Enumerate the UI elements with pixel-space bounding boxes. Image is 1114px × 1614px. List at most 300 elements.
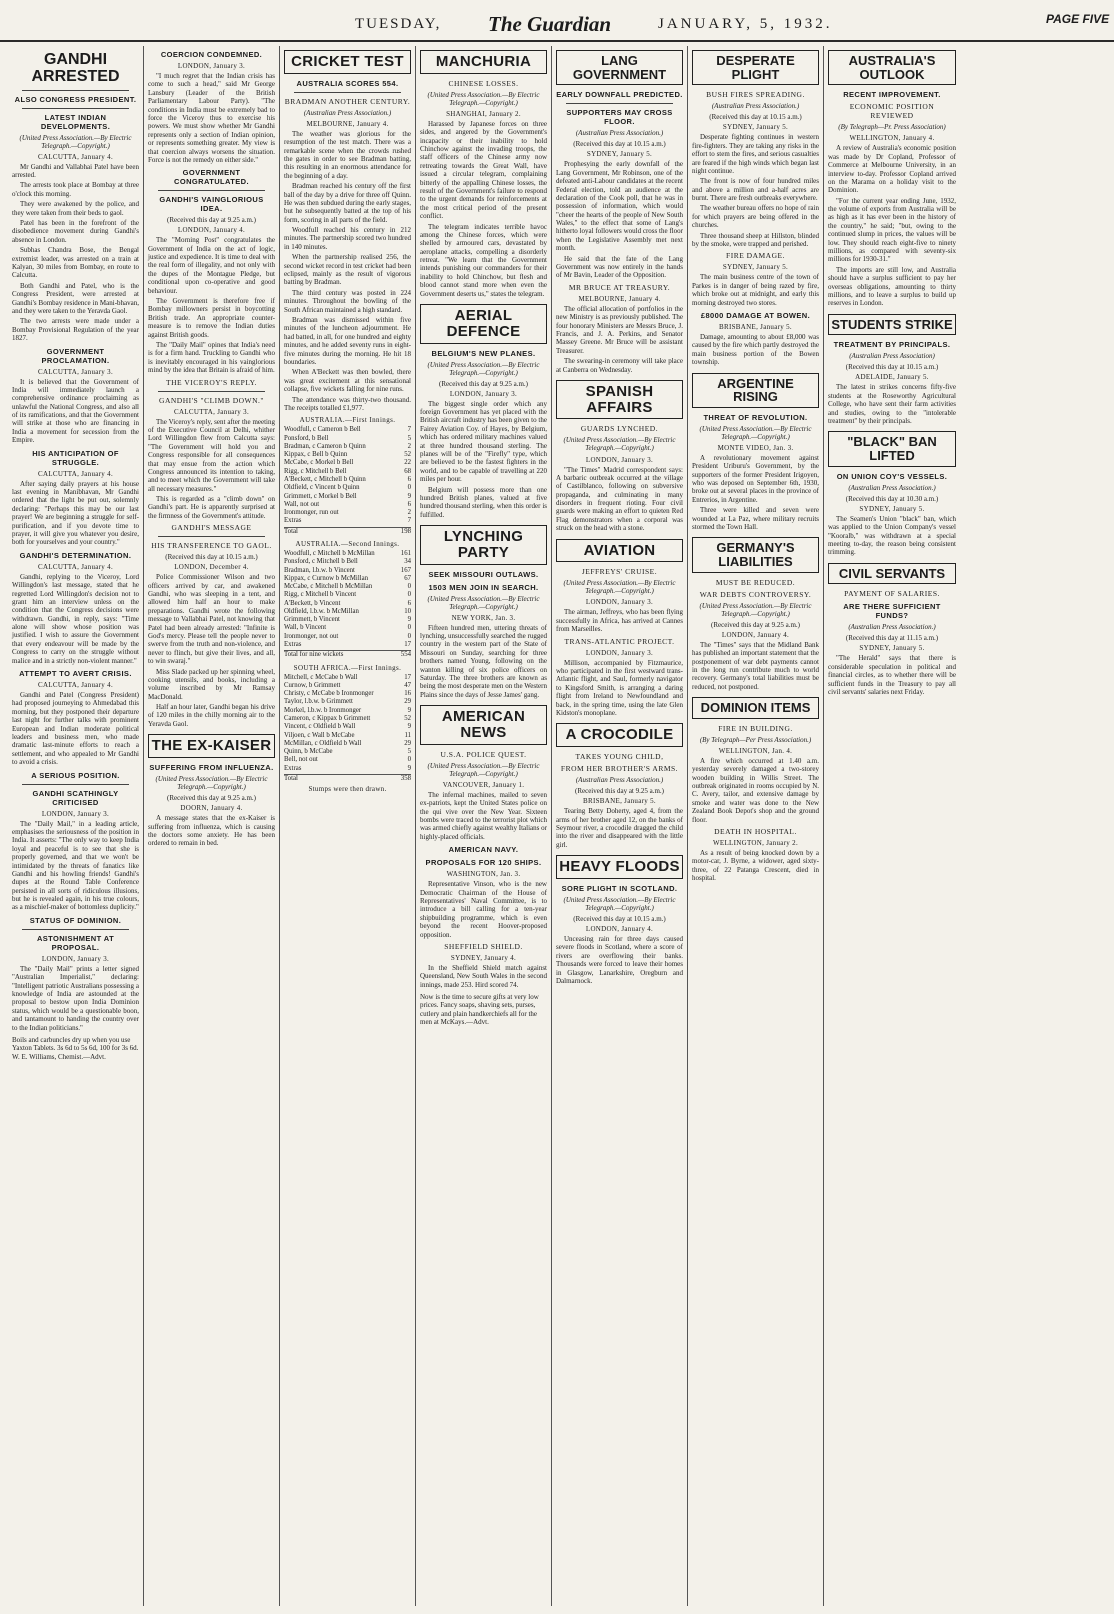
scorecard-row	[284, 616, 411, 624]
batsman-name: Extras	[284, 764, 302, 772]
paragraph: "The Times" Madrid correspondent says: A barbaric outbreak occurred at the village of Castilblanco, following on subversive propaganda, and culminating in many disorders in frequent rioting. Four civil guards were making an effort to quieten Red Flag demonstrators when a corporal was struck on the head with a stone.	[556, 465, 683, 533]
section-heading: ASTONISHMENT AT PROPOSAL.	[36, 933, 115, 952]
batsman-name: Morkel, l.b.w. b Ironmonger	[284, 706, 362, 714]
dateline: SYDNEY, January 4.	[450, 953, 517, 962]
paragraph: Millison, accompanied by Fitzmaurice, who participated in the first westward trans-Atlantic flight, and Saul, formerly navigator to Kingsford Smith, is arranging a daring flight from Ireland to Newfoundland and back, in the spring time, using the late Glen Kidston's monoplane.	[556, 658, 683, 717]
subheadline: MUST BE REDUCED.	[715, 577, 796, 587]
column-1	[8, 46, 144, 1606]
paragraph: The "Daily Mail" prints a letter signed "Australian Imperialist," declaring: "Intelligent patriotic Australians possessing a knowledge of India are astounded at the proposal to bestow upon India Dominion status, which would be a questionable boon, and tantamount to handing the country over to the Indian politicians."	[12, 964, 139, 1032]
paragraph: The Viceroy's reply, sent after the meeting of the Executive Council at Delhi, whither Lord Willingdon flew from Calcutta says: "The Government will hold you and Congress responsible for all consequences that may ensue from the action which Congress announced its intention to taking, and to meet which the Government will take all necessary measures."	[148, 417, 275, 493]
dateline: BRISBANE, January 5.	[719, 322, 792, 331]
paragraph: Harassed by Japanese forces on three sides, and angered by the Government's incapacity or their inability to hold Chinchow against the invading troops, the staff officers of the Chinese army now retreating towards the Great Wall, have issued a circular telegram, complaining bitterly of the appalling Chinese losses, the result of the Government's failure to respond to the urgent demands for reinforcements at the most critical period of the present conflict.	[420, 119, 547, 221]
headline-box	[828, 314, 956, 336]
dateline: LONDON, January 3.	[585, 648, 654, 657]
dateline: LONDON, January 4.	[177, 226, 246, 235]
scorecard-row	[284, 583, 411, 591]
wire-credit: (Australian Press Association.)	[711, 102, 800, 111]
runs: 47	[404, 681, 411, 689]
subheadline: LATEST INDIAN DEVELOPMENTS.	[40, 112, 111, 131]
paragraph: When A'Beckett was then bowled, there was great excitement at this sensational collapse, five wickets falling for nine runs.	[284, 368, 411, 394]
dateline: DOORN, January 4.	[180, 804, 243, 813]
column-2	[144, 46, 280, 1606]
scorecard-total	[284, 527, 411, 536]
wire-credit: (Australian Press Association)	[849, 352, 935, 361]
paragraph: The Government is therefore free if Bombay millowners persist in boycotting British trade. An appropriate counter-measure is to remove the Indian duties against British goods.	[148, 297, 275, 339]
story-american-news	[420, 705, 547, 1026]
paragraph: Patel has been in the forefront of the disobedience movement during Gandhi's absence in London.	[12, 219, 139, 244]
scorecard-row	[284, 509, 411, 517]
scorecard-row	[284, 435, 411, 443]
story-dominion-items	[692, 697, 819, 882]
batsman-name: Kippax, c Bell b Quinn	[284, 451, 348, 459]
wire-credit: (By Telegraph—Pr. Press Association)	[838, 123, 946, 132]
batsman-name: Bradman, l.b.w. b Vincent	[284, 566, 355, 574]
section-heading: SHEFFIELD SHIELD.	[444, 941, 523, 951]
paragraph: In the Sheffield Shield match against Queensland, New South Wales in the second innings, made 253. Hird scored 74.	[420, 963, 547, 989]
dateline: CALCUTTA, January 3.	[173, 407, 250, 416]
received-time: (Received this day at 11.15 a.m.)	[845, 634, 939, 643]
headline: DESPERATE PLIGHT	[716, 53, 795, 82]
received-time: (Received this day at 9.25 a.m.)	[166, 794, 257, 803]
column-3	[280, 46, 416, 1606]
headline: HEAVY FLOODS	[559, 858, 680, 876]
paragraph: They were awakened by the police, and they were taken from their beds to gaol.	[12, 200, 139, 217]
dateline: SYDNEY, January 5.	[859, 644, 925, 653]
headline-box	[148, 734, 275, 758]
dateline: LONDON, January 3.	[41, 809, 110, 818]
paragraph: Woodfull reached his century in 212 minutes. The partnership scored two hundred in 140 minutes.	[284, 226, 411, 251]
scorecard	[284, 674, 411, 784]
wire-credit: (Australian Press Association.)	[575, 129, 664, 138]
divider	[22, 784, 129, 785]
headline: AERIAL DEFENCE	[446, 307, 521, 340]
dateline: CALCUTTA, January 4.	[37, 152, 114, 161]
dateline: LONDON, January 3.	[177, 62, 246, 70]
wire-credit: (United Press Association.—By Electric Telegraph.—Copyright.)	[427, 594, 540, 611]
headline-box	[556, 539, 683, 563]
paragraph: Damage, amounting to about £8,000 was caused by the fire which partly destroyed the main business portion of the Bowen township.	[692, 332, 819, 367]
paragraph: The telegram indicates terrible havoc among the Chinese forces, which were shelled by armoured cars, devastated by aeroplane attacks, compelling a disorderly retreat. "We learn that the Government intends punishing our commanders for their inability to hold Chinchow, but flesh and blood cannot stand more when even the Government deserts us," states the telegram.	[420, 222, 547, 298]
paragraph: It is believed that the Government of India will immediately launch a comprehensive ordinance proclaiming as unlawful the National Congress, and also all of its ramifications, and that the Government will strike at those who are financing in India a movement for secession from the Empire.	[12, 377, 139, 445]
dateline: SYDNEY, January 5.	[586, 150, 653, 159]
wire-credit: (United Press Association.—By Electric Telegraph.—Copyright.)	[427, 761, 540, 778]
headline-box	[692, 697, 819, 719]
dateline: NEW YORK, Jan. 3.	[451, 613, 516, 622]
divider	[158, 536, 265, 537]
subheadline: GUARDS LYNCHED.	[580, 424, 659, 434]
batsman-name: Ponsford, b Bell	[284, 434, 329, 442]
dateline: LONDON, January 3.	[585, 598, 654, 607]
section-heading: GANDHI'S DETERMINATION.	[19, 550, 132, 560]
dateline: SYDNEY, January 5.	[859, 504, 925, 513]
batsman-name: Oldfield, l.b.w. b McMillan	[284, 607, 359, 615]
section-heading: GANDHI'S VAINGLORIOUS IDEA.	[159, 195, 264, 214]
paragraph: Subhas Chandra Bose, the Bengal extremist leader, was arrested on a train at Kalyan, 30 miles from Bombay, en route to Calcutta.	[12, 246, 139, 280]
received-time: (Received this day at 10.15 a.m.)	[709, 113, 802, 122]
wire-credit: (United Press Association.—By Electric Telegraph.—Copyright.)	[427, 90, 540, 107]
section-heading: TRANS-ATLANTIC PROJECT.	[564, 636, 675, 646]
subheadline: BUSH FIRES SPREADING.	[706, 90, 805, 100]
dateline: CALCUTTA, January 4.	[37, 469, 114, 478]
divider	[22, 108, 129, 109]
paragraph: The attendance was thirty-two thousand. The receipts totalled £1,977.	[284, 395, 411, 412]
dateline: CALCUTTA, January 4.	[37, 681, 114, 690]
wire-credit: (United Press Association.—By Electric Telegraph.—Copyright.)	[699, 424, 812, 441]
scorecard-row	[284, 550, 411, 558]
batsman-name: Grimmett, b Vincent	[284, 616, 340, 624]
scorecard-row	[284, 575, 411, 583]
dateline: BRISBANE, January 5.	[583, 797, 656, 806]
section-heading: HIS ANTICIPATION OF STRUGGLE.	[32, 448, 119, 467]
subheadline: SUPPORTERS MAY CROSS FLOOR.	[566, 108, 673, 127]
runs: 0	[407, 632, 411, 640]
scorecard-row	[284, 682, 411, 690]
section-heading: £8000 DAMAGE AT BOWEN.	[700, 310, 811, 320]
story-heavy-floods	[556, 855, 683, 985]
headline-box	[828, 431, 956, 466]
runs: 17	[404, 641, 411, 649]
batsman-name: McCabe, c Mitchell b McMillan	[284, 583, 373, 591]
dateline: MONTE VIDEO, Jan. 3.	[717, 443, 794, 452]
divider	[294, 92, 401, 93]
scorecard-row	[284, 426, 411, 434]
scorecard-row	[284, 633, 411, 641]
dateline: LONDON, December 4.	[174, 563, 249, 572]
scorecard-row	[284, 558, 411, 566]
paragraph: The front is now of four hundred miles and above a million and a-half acres are burnt. There are fresh outbreaks everywhere.	[692, 177, 819, 203]
batsman-name: Kippax, c Curnow b McMillan	[284, 574, 369, 582]
paragraph: Police Commissioner Wilson and two officers arrived by car, and awakened Gandhi, who was sleeping in a tent, and allowed him half an hour to make preparations. Gandhi wrote the following message to Vallabhai Patel, not knowing that Patel had been already arrested: "Infinite is God's mercy. Please tell the people never to swerve from the truth and non-violence, and never to flinch, but give their lives, and all, to win swaraj."	[148, 573, 275, 666]
paragraph: The airman, Jeffreys, who has been flying successfully in Africa, has arrived at Cannes from Marseilles.	[556, 608, 683, 634]
scorecard-row	[284, 624, 411, 632]
story-aerial-defence	[420, 304, 547, 519]
paragraph: This is regarded as a "climb down" on Gandhi's part. He is apparently surprised at the firmness of the Government's attitude.	[148, 495, 275, 520]
scorecard-total	[284, 774, 411, 783]
scorecard	[284, 426, 411, 536]
runs: 34	[404, 558, 411, 566]
runs: 29	[404, 698, 411, 706]
story-cricket-test	[284, 50, 411, 793]
runs: 0	[407, 624, 411, 632]
received-time: (Received this day at 10.15 a.m.)	[845, 363, 939, 372]
paragraph: A message states that the ex-Kaiser is suffering from influenza, which is causing the doctors some anxiety. He has been ordered to remain in bed.	[148, 814, 275, 848]
section-heading: AMERICAN NAVY.	[448, 845, 519, 855]
paragraph: A fire which occurred at 1.40 a.m. yesterday severely damaged a two-storey wooden building in Willis Street. The outbreak originated in rooms occupied by N. C. Avery, tailor, and extensive damage by smoke and water was done to the New Zealand Book Depot's shop and the ground floor.	[692, 756, 819, 824]
dateline: WELLINGTON, January 2.	[712, 838, 798, 847]
story-students-strike	[828, 314, 956, 426]
dateline: WASHINGTON, Jan. 3.	[446, 870, 521, 879]
paragraph: "For the current year ending June, 1932, the volume of exports from Australia will be as high as it has ever been in the history of the country," he said; "but, owing to the continued slump in prices, the values will be low. They should reach eight-five to ninety millions, as compared with seventy-six millions for 1930-31."	[828, 196, 956, 264]
batsman-name: Bell, not out	[284, 756, 318, 764]
dateline: SHANGHAI, January 2.	[446, 109, 521, 118]
headline: CRICKET TEST	[291, 53, 404, 70]
headline-box	[692, 537, 819, 572]
scorecard-row	[284, 748, 411, 756]
runs: 7	[407, 426, 411, 434]
subheadline: FIRE IN BUILDING.	[718, 723, 793, 733]
dateline: MELBOURNE, January 4.	[578, 294, 661, 303]
scorecard-row	[284, 723, 411, 731]
section-heading: A SERIOUS POSITION.	[31, 770, 120, 780]
headline: STUDENTS STRIKE	[831, 316, 953, 332]
wire-credit: (United Press Association.—By Electric Telegraph.—Copyright.)	[563, 436, 676, 453]
wire-credit: (By Telegraph—Per Press Association.)	[699, 735, 812, 744]
scorecard-row	[284, 765, 411, 773]
paragraph: Desperate fighting continues in western fire-fighters. They are taking any risks in the effort to stem the fires, and serious casualties are feared if the high winds which began last night continue.	[692, 133, 819, 175]
runs: 0	[407, 583, 411, 591]
dateline: SYDNEY, January 5.	[722, 263, 789, 272]
subheadline: RECENT IMPROVEMENT.	[843, 90, 941, 100]
batsman-name: Total for nine wickets	[284, 651, 344, 659]
subheadline: SEEK MISSOURI OUTLAWS.	[428, 569, 539, 579]
runs: 67	[404, 574, 411, 582]
paragraph: Belgium will possess more than one hundred British planes, valued at five hundred thousand sterling, when this order is fulfilled.	[420, 485, 547, 519]
story-aviation	[556, 539, 683, 718]
wire-credit: (Australian Press Association.)	[303, 108, 392, 117]
headline: AVIATION	[583, 541, 656, 559]
paragraph: Bradman reached his century off the first ball of the day by a drive for three off Quinn. He was then subdued during the early stages, but he subsequently batted at the top of his form, scoring in all parts of the field.	[284, 182, 411, 224]
paragraph: Half an hour later, Gandhi began his drive of 120 miles in the chilly morning air to the Yeravda Gaol.	[148, 703, 275, 728]
paragraph: The imports are still low, and Australia should have a surplus sufficient to pay her overseas obligations, amounting to thirty millions, and to leave a surplus to build up reserves in London.	[828, 265, 956, 308]
paragraph: Representative Vinson, who is the new Democratic Chairman of the House of Representatives' Naval Committee, is to introduce a bill calling for a ten-year shipbuilding programme, which is even beyond the recent Hoover-proposed opposition.	[420, 880, 547, 939]
wire-credit: (Australian Press Association.)	[575, 776, 664, 785]
paragraph: Gandhi, replying to the Viceroy, Lord Willingdon's last message, stated that he regretted Lord Willingdon's decision not to grant him an interview unless on the condition that the Congress decisions were withdrawn. Gandhi, in reply, says: "Time alone will show whose position was justified. I wish to assure the Government that every endeavour will be made by the Congress to carry on the struggle without malice and in a strictly non-violent manner."	[12, 572, 139, 665]
batsman-name: Wall, not out	[284, 500, 320, 508]
dateline: SYDNEY, January 5.	[722, 123, 789, 132]
paragraph: As a result of being knocked down by a motor-car, J. Byrne, a widower, aged sixty-three, of 22 Patanga Crescent, died in hospital.	[692, 848, 819, 883]
batsman-name: Woodfull, c Cameron b Bell	[284, 426, 361, 434]
scorecard-total	[284, 650, 411, 659]
subheadline: AUSTRALIA SCORES 554.	[296, 78, 399, 88]
subheadline: WAR DEBTS CONTROVERSY.	[699, 589, 812, 599]
paragraph: The Seamen's Union "black" ban, which was applied to the Union Company's vessel "Kooralb," was withdrawn at a special meeting to-day, the reason being consistent trimming.	[828, 514, 956, 557]
runs: 2	[407, 509, 411, 517]
received-time: (Received this day at 9.25 a.m.)	[166, 216, 257, 225]
subheadline: 1503 MEN JOIN IN SEARCH.	[428, 582, 539, 592]
masthead-paper-title: The Guardian	[488, 12, 612, 36]
paragraph: The "Morning Post" congratulates the Government of India on the act of logic, justice and expedience. It is time to deal with the real form of illegality, and not only with the dupes of the Montague Pledge, but conditional upon co-operative and good behaviour.	[148, 236, 275, 295]
scorecard-title: AUSTRALIA.—First Innings.	[299, 416, 396, 425]
story-civil-servants	[828, 563, 956, 697]
batsman-name: Rigg, c Mitchell b Bell	[284, 467, 347, 475]
scorecard	[284, 550, 411, 660]
batsman-name: McCabe, c Morkel b Bell	[284, 459, 354, 467]
headline-box	[420, 304, 547, 344]
runs: 161	[400, 549, 411, 557]
paragraph: "The Herald" says that there is considerable speculation in political and financial circles, as to whether there will be sufficient funds in the Treasury to pay all civil servants' salaries next Friday.	[828, 654, 956, 696]
headline-box	[556, 380, 683, 420]
masthead	[0, 0, 1114, 42]
scorecard-row	[284, 493, 411, 501]
scorecard-row	[284, 608, 411, 616]
runs: 22	[404, 459, 411, 467]
story-ex-kaiser	[148, 734, 275, 847]
headline-box	[692, 50, 819, 85]
dateline: CALCUTTA, January 4.	[37, 562, 114, 571]
paragraph: Prophesying the early downfall of the Lang Government, Mr Robinson, one of the defeated anti-Labour candidates at the recent Federal election, told an audience at the declaration of the Cook poll, that he was in possession of information, which would "cheer the hearts of the people of New South Wales," to the effect that some of Lang's hitherto loyal followers would cross the floor when the Legislative Assembly met next month.	[556, 160, 683, 253]
received-time: (Received this day at 10.15 a.m.)	[573, 140, 666, 149]
paragraph: The third century was posted in 224 minutes. Throughout the bowling of the South African maintained a high standard.	[284, 288, 411, 314]
paragraph: "I much regret that the Indian crisis has come to such a head," said Mr George Lansbury (Leader of the British Parliamentary Labour Party). "The conditions in India must be extremely bad to force the Viceroy thus to exercise his powers. We must show whether Mr Gandhi represents only a section of Indian opinion, or represents something greater. My view is that coercion always worsens the situation. Force is not the remedy on either side."	[148, 72, 275, 164]
batsman-name: Taylor, l.b.w. b Grimmett	[284, 698, 353, 706]
runs: 5	[407, 748, 411, 756]
section-heading: GOVERNMENT CONGRATULATED.	[174, 168, 249, 187]
section-heading: GANDHI'S MESSAGE	[171, 523, 252, 533]
scorecard-row	[284, 476, 411, 484]
paragraph: Fifteen hundred men, uttering threats of lynching, unsuccessfully searched the rugged country in the western part of the State of Missouri on Sunday, searching for three brothers named Young, following on the wanton killing of six police officers on Saturday. The three brothers are known as being the most desperate men on the Western Plains since the days of Jesse James' gang.	[420, 623, 547, 699]
paragraph: The "Times" says that the Midland Bank has published an important statement that the postponement of war debt payments cannot in the long run contribute much to world recovery. Germany's total liabilities must be reduced, not postponed.	[692, 640, 819, 691]
subheadline: PAYMENT OF SALARIES.	[844, 589, 940, 599]
section-heading: GOVERNMENT PROCLAMATION.	[41, 346, 110, 365]
scorecard-title: SOUTH AFRICA.—First Innings.	[293, 663, 402, 672]
scorecard-row	[284, 732, 411, 740]
batsman-name: Ironmonger, run out	[284, 509, 339, 517]
headline: SPANISH AFFAIRS	[585, 382, 654, 416]
subheadline: THREAT OF REVOLUTION.	[703, 412, 808, 422]
subheadline: EARLY DOWNFALL PREDICTED.	[556, 90, 683, 100]
paragraph: The "Daily Mail," in a leading article, emphasises the seriousness of the position in India. It asserts: "The only way to keep India loyal and peaceful is to see that she is properly governed, and that we won't be intimidated by the threats of fanatics like Gandhi and his howling friends! Gandhi's dupes at the Round Table Conference persisted in all sorts of ridiculous illusions, but he is revealed again, in his true colours, as a mischief-maker of bottomless duplicity."	[12, 819, 139, 912]
runs: 0	[407, 756, 411, 764]
dateline: VANCOUVER, January 1.	[442, 780, 525, 789]
paragraph: A review of Australia's economic position was made by Dr Copland, Professor of Commerce at Melbourne University, in an interview to-day. Professor Copland arrived on the Marama on a holiday visit to the Dominion.	[828, 144, 956, 195]
runs: 198	[400, 527, 411, 535]
received-time: (Received this day at 9.25 a.m.)	[574, 787, 665, 796]
story-crocodile	[556, 723, 683, 849]
paragraph: When the partnership realised 256, the second wicket record in test cricket had been eclipsed, mainly as the result of vigorous batting by Bradman.	[284, 253, 411, 287]
paragraph: The main business centre of the town of Parkes is in danger of being razed by fire, which broke out at midnight, and early this morning destroyed two stores.	[692, 273, 819, 307]
dateline: LONDON, January 3.	[449, 389, 518, 398]
batsman-name: Vincent, c Oldfield b Wall	[284, 723, 356, 731]
scorecard-row	[284, 756, 411, 764]
paragraph: Three were killed and seven were wounded at La Paz, where military recruits stormed the Town Hall.	[692, 506, 819, 532]
columns	[8, 46, 1106, 1606]
wire-credit: (Australian Press Association.)	[848, 483, 936, 492]
paragraph: Miss Slade packed up her spinning wheel, cooking utensils, and books, including a volume inscribed by Mr Ramsay MacDonald.	[148, 667, 275, 701]
headline: AMERICAN NEWS	[441, 708, 526, 741]
batsman-name: Mitchell, c McCabe b Wall	[284, 673, 358, 681]
column-7	[824, 46, 960, 1606]
headline-box	[828, 50, 956, 85]
subheadline: ON UNION COY'S VESSELS.	[836, 471, 948, 481]
headline: THE EX-KAISER	[151, 737, 272, 755]
paragraph: The two arrests were made under a Bombay Provisional Regulation of the year 1827.	[12, 317, 139, 343]
paragraph: Tearing Betty Doherty, aged 4, from the arms of her brother aged 12, on the banks of Seymour river, a crocodile dragged the child into the river and disappeared with the little girl.	[556, 807, 683, 849]
paragraph: The "Daily Mail" opines that India's need is for a firm hand. Truckling to Gandhi who is inevitably encouraged in his vainglorious mind by the idea that Britain is afraid of him.	[148, 340, 275, 375]
masthead-date: JANUARY, 5, 1932.	[658, 16, 833, 32]
paragraph: The official allocation of portfolios in the new Ministry is as previously published. The four honorary Ministers are Messrs Bruce, J. Francis, and J. A. Perkins, and Senator Massey Greene. Mr Bruce will be assistant Treasurer.	[556, 304, 683, 355]
scorecard-row	[284, 740, 411, 748]
dateline: LONDON, January 4.	[721, 630, 790, 639]
batsman-name: Total	[284, 774, 298, 782]
masthead-page-number: PAGE FIVE	[1046, 12, 1110, 26]
headline: GANDHI ARRESTED	[31, 51, 120, 85]
batsman-name: Grimmett, c Morkel b Bell	[284, 492, 357, 500]
headline: MANCHURIA	[435, 53, 532, 70]
batsman-name: Oldfield, c Vincent b Quinn	[284, 484, 360, 492]
dateline: CALCUTTA, January 3.	[37, 367, 114, 376]
runs: 29	[404, 739, 411, 747]
runs: 52	[404, 451, 411, 459]
headline-box	[420, 525, 547, 565]
scorecard-row	[284, 484, 411, 492]
dateline: ADELAIDE, January 5.	[855, 373, 929, 382]
headline-box	[556, 50, 683, 85]
runs: 9	[407, 706, 411, 714]
scorecard-row	[284, 690, 411, 698]
received-time: (Received this day at 10.15 a.m.)	[573, 914, 666, 923]
wire-credit: (United Press Association.—By Electric Telegraph.—Copyright.)	[427, 360, 540, 377]
subheadline: BELGIUM'S NEW PLANES.	[431, 348, 536, 358]
runs: 554	[400, 651, 411, 659]
runs: 9	[407, 764, 411, 772]
batsman-name: Ponsford, c Mitchell b Bell	[284, 558, 358, 566]
runs: 68	[404, 467, 411, 475]
runs: 9	[407, 723, 411, 731]
batsman-name: A'Beckett, c Mitchell b Quinn	[284, 475, 366, 483]
scorecard-row	[284, 698, 411, 706]
scorecard-row	[284, 641, 411, 649]
subheadline: BRADMAN ANOTHER CENTURY.	[284, 96, 411, 106]
section-heading: STATUS OF DOMINION.	[29, 915, 122, 925]
scorecard-row	[284, 517, 411, 525]
story-argentine-rising	[692, 373, 819, 532]
paragraph: After saying daily prayers at his house last evening in Manibhavan, Mr Gandhi ordered that the light be put out, solemnly declaring: "Perhaps this may be our last prayer! We are beginning a struggle for self-purification, and if you devote time to prayer, it will give you whatever you desire, both for yourselves and your country."	[12, 479, 139, 547]
received-time: (Received this day at 9.25 a.m.)	[438, 379, 529, 388]
runs: 9	[407, 492, 411, 500]
column-4	[416, 46, 552, 1606]
batsman-name: Woodfull, c Mitchell b McMillan	[284, 549, 375, 557]
paragraph: The weather bureau offers no hope of rain for which prayers are being offered in the churches.	[692, 204, 819, 230]
batsman-name: Extras	[284, 641, 302, 649]
subheadline: CHINESE LOSSES.	[448, 78, 519, 88]
runs: 6	[407, 500, 411, 508]
section-heading: HIS TRANSFERENCE TO GAOL.	[151, 541, 272, 551]
headline-box	[284, 50, 411, 74]
runs: 16	[404, 690, 411, 698]
runs: 9	[407, 616, 411, 624]
section-heading: DEATH IN HOSPITAL.	[714, 826, 797, 836]
paragraph: He said that the fate of the Lang Government was now entirely in the hands of Mr Bavin, Leader of the Opposition.	[556, 254, 683, 280]
section-heading: ATTEMPT TO AVERT CRISIS.	[19, 669, 132, 679]
wire-credit: (Australian Press Association.)	[848, 623, 936, 632]
story-germanys-liabilities	[692, 537, 819, 691]
wire-credit: (United Press Association.—By Electric Telegraph.—Copyright.)	[155, 775, 268, 792]
wire-credit: (United Press Association.—By Electric Telegraph.—Copyright.)	[19, 133, 132, 150]
divider	[566, 103, 673, 104]
headline: "BLACK" BAN LIFTED	[847, 434, 937, 464]
story-gandhi-arrested	[12, 52, 139, 1061]
runs: 5	[407, 434, 411, 442]
subheadline: TAKES YOUNG CHILD,	[575, 752, 664, 762]
dateline: MELBOURNE, January 4.	[306, 119, 389, 128]
batsman-name: A'Beckett, b Vincent	[284, 599, 341, 607]
scorecard-row	[284, 715, 411, 723]
batsman-name: Curnow, b Grimmett	[284, 681, 341, 689]
story-lang-government	[556, 50, 683, 374]
advertisement: Boils and carbuncles dry up when you use Yaxton Tablets. 3s 6d to 5s 6d, 100 for 3s 6d. W. E. Williams, Chemist.—Advt.	[12, 1035, 139, 1061]
section-heading: GANDHI SCATHINGLY CRITICISED	[32, 788, 119, 807]
headline: CIVIL SERVANTS	[838, 565, 946, 581]
column-6	[688, 46, 824, 1606]
paragraph: A revolutionary movement against President Uriburu's Government, by the supporters of the former President Irigoyen, who was deposed on September 6th, 1930, broke out at several places in the province of Entrerios, in Argentine.	[692, 453, 819, 504]
batsman-name: Ironmonger, not out	[284, 632, 339, 640]
dateline: LONDON, January 3.	[585, 455, 654, 464]
paragraph: Mr Gandhi and Vallabhai Patel have been arrested.	[12, 162, 139, 180]
scorecard-row	[284, 591, 411, 599]
divider	[22, 90, 129, 91]
dateline: WELLINGTON, January 4.	[849, 134, 935, 143]
column-5	[552, 46, 688, 1606]
